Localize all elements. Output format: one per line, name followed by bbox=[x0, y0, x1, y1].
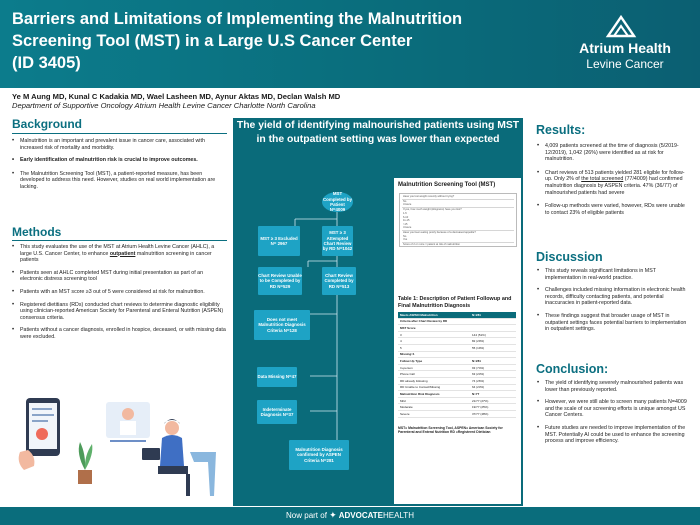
table-cell: 19/77 (25%) bbox=[472, 405, 489, 410]
mst-q2-d: >15 bbox=[403, 222, 408, 226]
flow-confirmed-malnutrition: Malnutrition Diagnosis confirmed by ASPEN Criteria N=281 bbox=[289, 440, 349, 470]
table-cell: Phone Call bbox=[400, 372, 415, 377]
table-cell: 37/77 (48%) bbox=[472, 411, 489, 416]
conclusion-title: Conclusion: bbox=[536, 362, 609, 376]
background-list bbox=[12, 138, 227, 196]
mst-q4: Score of 2 or more = patient at risk of malnutrition bbox=[403, 242, 460, 246]
methods-bullet-3: • Patients with an MST score ≥3 out of 5 were considered at risk for malnutrition. bbox=[12, 289, 227, 296]
flow-indeterminate: Indeterminate Diagnosis N=37 bbox=[257, 400, 297, 424]
flow-excluded: MST ≥ 3 Excluded N= 2967 bbox=[258, 226, 300, 256]
flow-review-unable: Chart Review Unable to be Completed by RD N=529 bbox=[258, 267, 302, 295]
table-row bbox=[398, 332, 516, 339]
mst-q2: If yes, how much weight (kilograms) have you lost? bbox=[403, 208, 462, 211]
table-cell: Mild bbox=[400, 398, 406, 403]
mst-q2-b: 6-10 bbox=[403, 215, 409, 219]
table-row bbox=[398, 325, 516, 332]
methods-bullet-1: • This study evaluates the use of the MST at Atrium Health Levine Cancer (AHLC), a large U.S. Cancer Center, to enhance outpatient malnutrition screening in cancer patients bbox=[12, 244, 227, 264]
table-cell: 144 (51%) bbox=[472, 332, 486, 337]
methods-bullet-5: • Patients without a cancer diagnosis, enrolled in hospice, deceased, or with missing data were excluded. bbox=[12, 327, 227, 340]
title-line-3: (ID 3405) bbox=[12, 54, 81, 72]
mst-form bbox=[399, 193, 517, 247]
mst-q1-a: No bbox=[403, 199, 407, 203]
mst-q1: Have you lost weight recently without trying? bbox=[403, 195, 455, 198]
flow-mst-completed: MST Completed by Patient N=4009 bbox=[322, 191, 353, 213]
background-bullet-2: • Early identification of malnutrition risk is crucial to improve outcomes. bbox=[12, 157, 227, 164]
table-note: MST= Malnutrition Screening Tool, ASPEN= American Society for Parenteral and Enteral Nutrition RD =Registered Dietician bbox=[398, 426, 503, 435]
table-cell: 93 (74%) bbox=[472, 365, 485, 370]
table-row bbox=[398, 385, 516, 392]
table-title: Table 1: Description of Patient Followup and Final Malnutrition Diagnosis bbox=[398, 296, 512, 309]
table-row bbox=[398, 358, 516, 365]
footer-brand: ADVOCATE bbox=[338, 511, 383, 520]
table-cell: N=77 bbox=[472, 391, 480, 396]
logo-subtitle: Levine Cancer bbox=[586, 57, 664, 71]
table-cell: 82 (29%) bbox=[472, 339, 485, 344]
footer-pre: Now part of bbox=[286, 511, 330, 520]
table-cell: 21/77 (27%) bbox=[472, 398, 489, 403]
flow-not-meet-criteria: Does not meet Malnutrition Diagnosis Criteria N=128 bbox=[254, 310, 310, 340]
table-cell: 4 bbox=[400, 339, 402, 344]
table-row bbox=[398, 411, 516, 418]
authors: Ye M Aung MD, Kunal C Kadakia MD, Wael Lasheen MD, Aynur Aktas MD, Declan Walsh MD bbox=[12, 92, 341, 101]
table-row bbox=[398, 345, 516, 352]
atrium-logo-icon bbox=[605, 14, 637, 38]
mst-q2-a: 1-5 bbox=[403, 212, 407, 215]
table-header-cell: Meets ASPEN Malnutrition bbox=[400, 312, 438, 317]
flow-review-completed: Chart Review Completed by RD N=513 bbox=[322, 267, 356, 295]
methods-list bbox=[12, 244, 227, 346]
table-header-row bbox=[398, 312, 516, 319]
table-cell: MST Score bbox=[400, 325, 416, 330]
results-bullet-2: • Chart reviews of 513 patients yielded 281 eligible for follow-up. Only 2% of the total screened (77/4009) had confirmed malnutrition diagnosis by ASPEN criteria. 47% (36/77) of malnourished patients had severe bbox=[537, 170, 689, 196]
results-bullet-1: • 4,009 patients screened at the time of diagnosis (5/2019-12/2019), 1,042 (26%) were identified as at risk for malnutrition. bbox=[537, 143, 689, 163]
discussion-bullet-1: • This study reveals significant limitations in MST implementation in real-world practice. bbox=[537, 268, 689, 281]
title-line-1: Barriers and Limitations of Implementing the Malnutrition bbox=[12, 10, 463, 28]
table-cell: Malnutrition Risk Diagnosis bbox=[400, 391, 440, 396]
table-row bbox=[398, 371, 516, 378]
methods-bullet-4: • Registered dietitians (RDs) conducted chart reviews to determine diagnostic eligibility using clinician-reported American Society for Parenteral and Enteral Nutrition (ASPEN) consensus criteria. bbox=[12, 302, 227, 322]
table-cell: Moderate bbox=[400, 405, 413, 410]
discussion-title: Discussion bbox=[536, 250, 603, 264]
logo-name: Atrium Health bbox=[579, 40, 671, 56]
mst-q3-a: No bbox=[403, 234, 407, 238]
methods-rule bbox=[12, 240, 227, 241]
conclusion-list bbox=[537, 380, 689, 450]
table-cell: 63 (23%) bbox=[472, 372, 485, 377]
table-cell: N=281 bbox=[472, 358, 481, 363]
table-sub-cell: Criteria after Chart Review by RD bbox=[400, 319, 448, 324]
mst-q1-b: Unsure bbox=[403, 203, 412, 206]
table-cell: In-person bbox=[400, 365, 413, 370]
mst-title: Malnutrition Screening Tool (MST) bbox=[398, 182, 496, 188]
table-header-cell: N=281 bbox=[472, 312, 481, 317]
flow-data-missing: Data Missing N=47 bbox=[257, 367, 297, 387]
title-line-2: Screening Tool (MST) in a Large U.S Cancer Center bbox=[12, 32, 413, 50]
flow-attempted-review: MST ≥ 3 Attempted Chart Review by RD N=1042 bbox=[322, 226, 353, 256]
table-cell: 55 (19%) bbox=[472, 345, 485, 350]
discussion-list bbox=[537, 268, 689, 338]
table-cell: 64 (23%) bbox=[472, 385, 485, 390]
center-headline: The yield of identifying malnourished patients using MST in the outpatient setting was lower than expected bbox=[236, 120, 520, 145]
conclusion-bullet-2: • However, we were still able to screen many patients N=4009 and the scale of our screening efforts is unique amongst US Cancer Centers. bbox=[537, 399, 689, 419]
poster-title bbox=[12, 8, 552, 74]
table-cell: 3 bbox=[400, 332, 402, 337]
table-cell: RD already following bbox=[400, 378, 428, 383]
results-bullet-3: • Follow-up methods were varied, however, RDs were unable to contact 23% of eligible patients bbox=[537, 203, 689, 216]
methods-title: Methods bbox=[12, 225, 62, 239]
table-row bbox=[398, 404, 516, 411]
table-row bbox=[398, 391, 516, 398]
table-cell: 74 (26%) bbox=[472, 378, 485, 383]
table-cell: Severe bbox=[400, 411, 410, 416]
advocate-logo-icon: ✦ bbox=[329, 510, 337, 520]
discussion-bullet-3: • These findings suggest that broader usage of MST in outpatient settings faces potential barriers to implementation in outpatient settings. bbox=[537, 313, 689, 333]
table-row bbox=[398, 365, 516, 372]
table-cell: 5 bbox=[400, 345, 402, 350]
mst-q2-e: Unsure bbox=[403, 226, 412, 229]
telehealth-illustration bbox=[14, 392, 226, 504]
results-list bbox=[537, 143, 689, 221]
conclusion-bullet-1: • The yield of identifying severely malnourished patients was lower than previously reported. bbox=[537, 380, 689, 393]
table-sub-row bbox=[398, 319, 516, 326]
background-rule bbox=[12, 133, 227, 134]
mst-q2-c: 11-15 bbox=[403, 219, 410, 222]
background-bullet-1: • Malnutrition is an important and prevalent issue in cancer care, associated with increased risk of mortality and morbidity. bbox=[12, 138, 227, 151]
table-row bbox=[398, 378, 516, 385]
table-cell: Missing=1 bbox=[400, 352, 415, 357]
background-bullet-3: • The Malnutrition Screening Tool (MST), a patient-reported measure, has been developed to address this need. However, studies on real world implementation are lacking. bbox=[12, 171, 227, 191]
footer-text bbox=[0, 510, 700, 521]
table-row bbox=[398, 338, 516, 345]
table-row bbox=[398, 352, 516, 359]
mst-q3: Have you been eating poorly because of a decreased appetite? bbox=[403, 231, 476, 234]
followup-table bbox=[398, 312, 516, 418]
footer-brand-suffix: HEALTH bbox=[383, 511, 414, 520]
department: Department of Supportive Oncology Atrium Health Levine Cancer Charlotte North Carolina bbox=[12, 101, 316, 110]
table-cell: Follow-Up Type bbox=[400, 358, 423, 363]
table-row bbox=[398, 398, 516, 405]
conclusion-bullet-3: • Future studies are needed to improve implementation of the MST. Potentially AI could be used to enhance the screening process and improve efficiency. bbox=[537, 425, 689, 445]
table-cell: RD Unable to Contact/Missing bbox=[400, 385, 441, 390]
results-title: Results: bbox=[536, 123, 586, 137]
mst-q3-b: Yes bbox=[403, 238, 408, 241]
background-title: Background bbox=[12, 117, 83, 131]
table-body bbox=[398, 325, 516, 417]
discussion-bullet-2: • Challenges included missing information in electronic health records, difficulty contacting patients, and potential inaccuracies in patient-reported data. bbox=[537, 287, 689, 307]
methods-bullet-2: • Patients seen at AHLC completed MST during initial presentation as part of an electronic distress screening tool bbox=[12, 270, 227, 283]
